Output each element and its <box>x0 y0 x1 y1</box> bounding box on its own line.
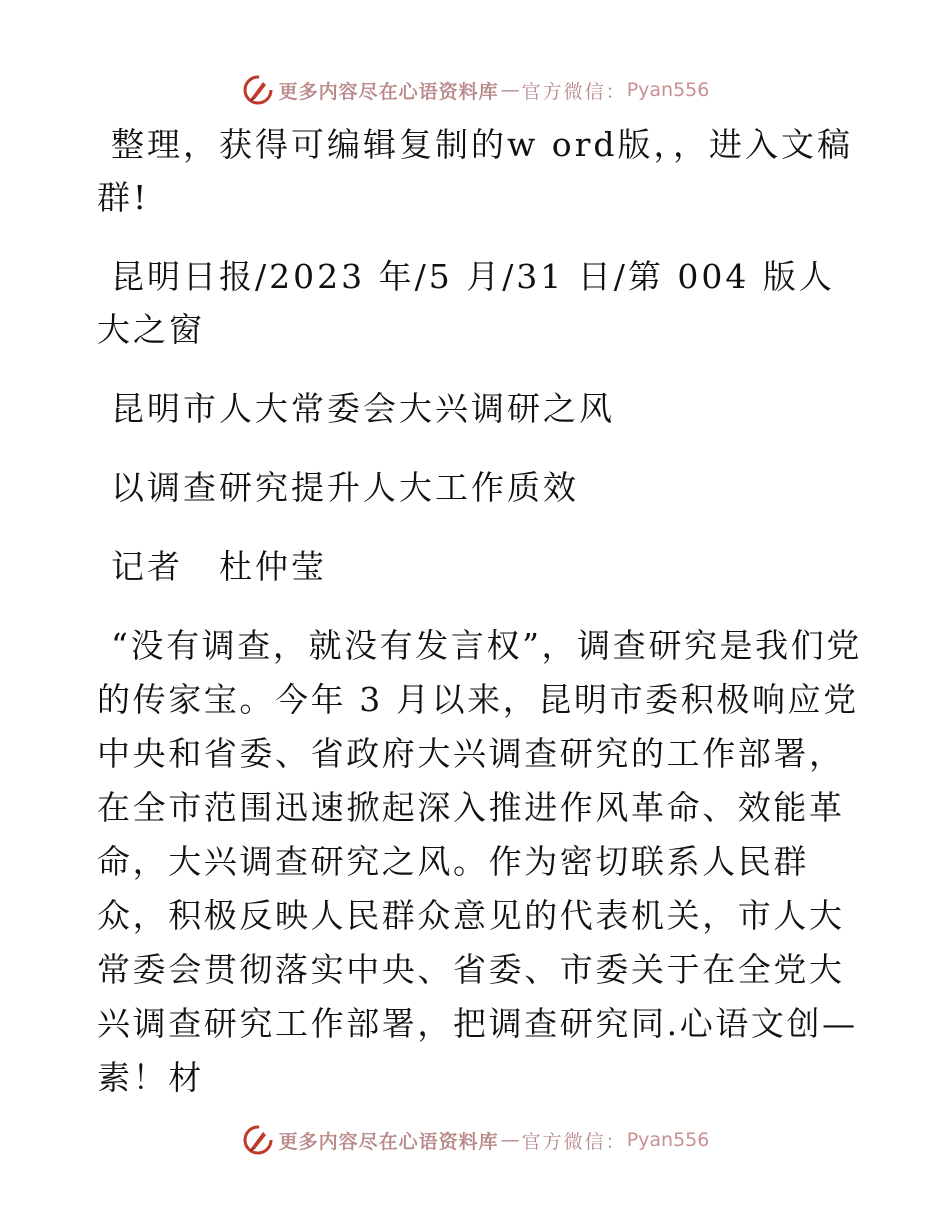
banner-wechat-label: 官方微信： <box>521 80 627 103</box>
banner-wechat-label: 官方微信： <box>521 1130 627 1153</box>
banner-wechat-id: Pyan556 <box>626 79 710 101</box>
banner-dash: — <box>500 1129 520 1151</box>
headline: 昆明市人大常委会大兴调研之风 <box>111 389 615 428</box>
banner-site-text: 更多内容尽在心语资料库 <box>278 80 499 103</box>
byline: 记者 杜仲莹 <box>111 547 327 586</box>
body-paragraph: “没有调查，就没有发言权”，调查研究是我们党的传家宝。今年 3 月以来，昆明市委积极响应党中央和省委、省政府大兴调查研究的工作部署，在全市范围迅速掀起深入推进作风革命、效能革命，大兴调查研究之风。作为密切联系人民群众，积极反映人民群众意见的代表机关，市人大常委会贯彻落实中央、省委、市委关于在全党大兴调查研究工作部署，把调查研究同.心语文创—素！材 <box>97 626 862 1097</box>
footer-banner <box>0 1120 950 1160</box>
pen-circle-logo-icon <box>241 1123 275 1157</box>
banner-site-text: 更多内容尽在心语资料库 <box>278 1130 499 1153</box>
source-line: 昆明日报/2023 年/5 月/31 日/第 004 版人大之窗 <box>97 257 835 349</box>
intro-paragraph: 整理，获得可编辑复制的w ord版，，进入文稿群! <box>97 125 854 217</box>
document-body <box>97 118 867 1131</box>
banner-dash: — <box>500 79 520 101</box>
subheadline: 以调查研究提升人大工作质效 <box>111 468 579 507</box>
banner-wechat-id: Pyan556 <box>626 1129 710 1151</box>
pen-circle-logo-icon <box>241 73 275 107</box>
header-banner <box>0 70 950 110</box>
